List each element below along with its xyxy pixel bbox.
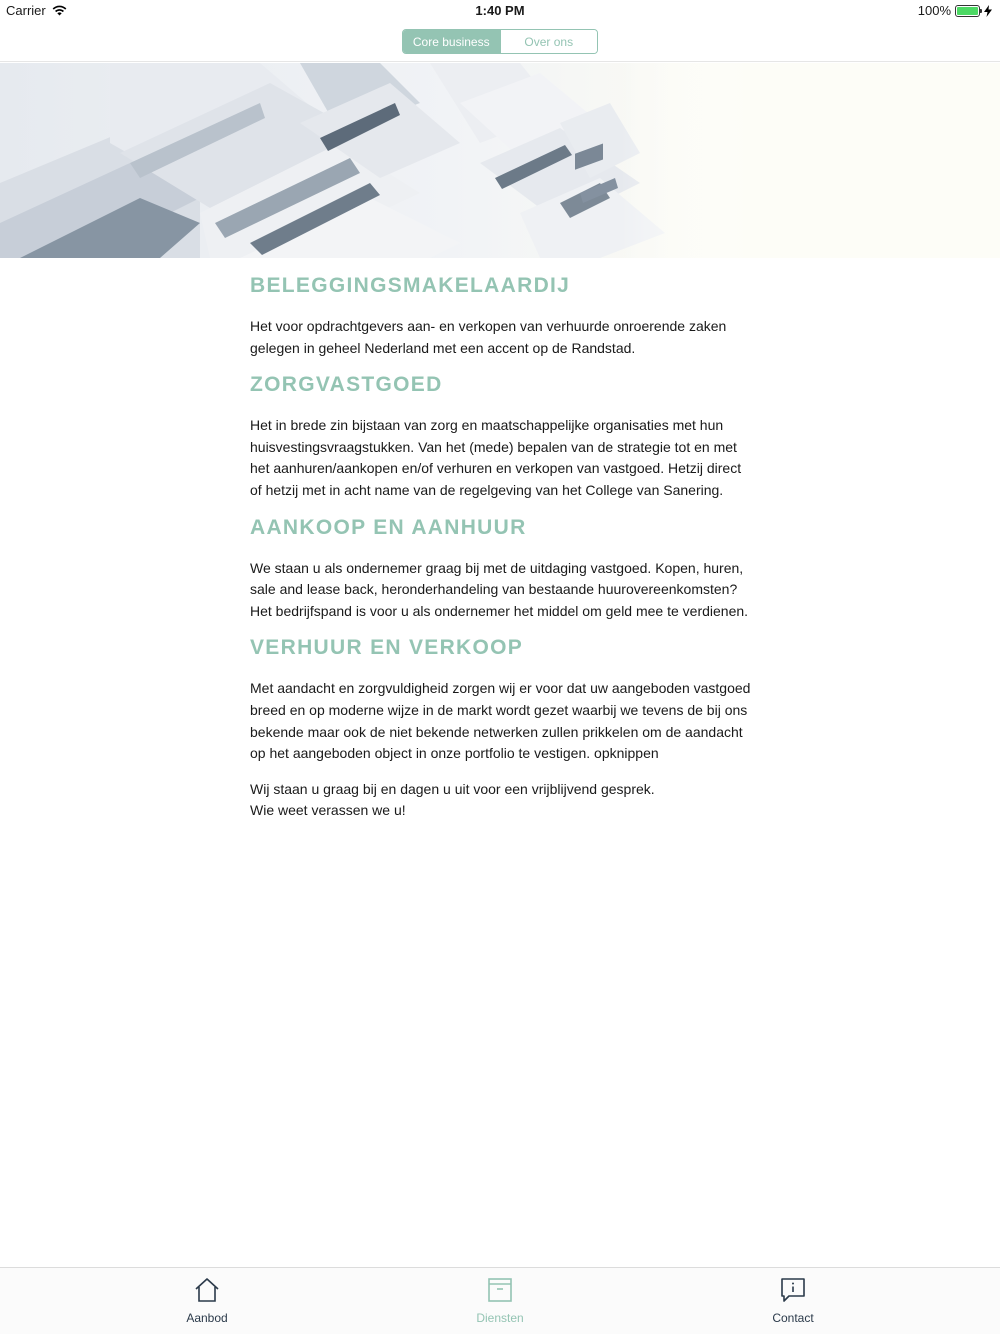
hero-building-image [0, 63, 1000, 258]
tab-label: Aanbod [186, 1311, 228, 1325]
tab-diensten[interactable] [440, 1276, 560, 1325]
closing-line-2: Wie weet verassen we u! [250, 802, 406, 819]
battery-icon [955, 5, 980, 17]
section-beleggingsmakelaardij [250, 272, 755, 359]
tab-label: Contact [772, 1311, 814, 1325]
tab-contact[interactable] [733, 1276, 853, 1325]
tab-aanbod[interactable] [147, 1276, 267, 1325]
tab-bar [0, 1267, 1000, 1334]
battery-percent: 100% [917, 3, 951, 18]
info-chat-icon [779, 1276, 807, 1304]
status-bar [0, 0, 1000, 20]
segment-over-ons[interactable]: Over ons [500, 30, 598, 53]
tab-label: Diensten [476, 1311, 524, 1325]
status-right [918, 3, 992, 18]
status-time: 1:40 PM [475, 3, 525, 18]
closing-text [250, 779, 755, 822]
section-verhuur-en-verkoop [250, 634, 755, 764]
section-text: We staan u als ondernemer graag bij met de uitdaging vastgoed. Kopen, huren, sale and lease back, heronderhandeling van bestaande huurovereenkomsten? Het bedrijfspand is voor u als ondernemer het middel om geld mee te verdienen. [250, 559, 749, 619]
section-text: Het voor opdrachtgevers aan- en verkopen van verhuurde onroerende zaken gelegen in geheel Nederland met een accent op de Randstad. [250, 318, 727, 356]
content-area [250, 272, 755, 822]
section-text: Het in brede zin bijstaan van zorg en maatschappelijke organisaties met hun huisvestingsvraagstukken. Van het (mede) bepalen van de strategie tot en met het aanhuren/aankopen en/of verhuren en verkopen van vastgoed. Hetzij direct of hetzij met in acht name van de regelgeving van het College van Sanering. [250, 417, 742, 498]
carrier-label: Carrier [6, 3, 46, 18]
section-text: Met aandacht en zorgvuldigheid zorgen wij er voor dat uw aangeboden vastgoed breed en op moderne wijze in de markt wordt gezet waarbij we tevens de bij ons bekende maar ook de niet bekende netwerken zullen prikkelen om de aandacht op het aangeboden object in onze portfolio te vestigen. opknippen [250, 680, 751, 762]
home-icon [193, 1276, 221, 1304]
building-illustration [0, 63, 1000, 258]
section-title: ZORGVASTGOED [250, 373, 443, 397]
navigation-bar [0, 20, 1000, 62]
battery-fill [957, 7, 978, 15]
charging-bolt-icon [984, 5, 992, 17]
section-aankoop-en-aanhuur [250, 514, 755, 623]
section-zorgvastgoed [250, 371, 755, 501]
section-title: AANKOOP EN AANHUUR [250, 515, 527, 539]
archive-box-icon [486, 1276, 514, 1304]
segment-core-business[interactable]: Core business [403, 30, 500, 53]
section-title: VERHUUR EN VERKOOP [250, 636, 524, 660]
segmented-control [402, 29, 598, 54]
closing-line-1: Wij staan u graag bij en dagen u uit voor een vrijblijvend gesprek. [250, 780, 655, 797]
section-title: BELEGGINGSMAKELAARDIJ [250, 274, 571, 297]
